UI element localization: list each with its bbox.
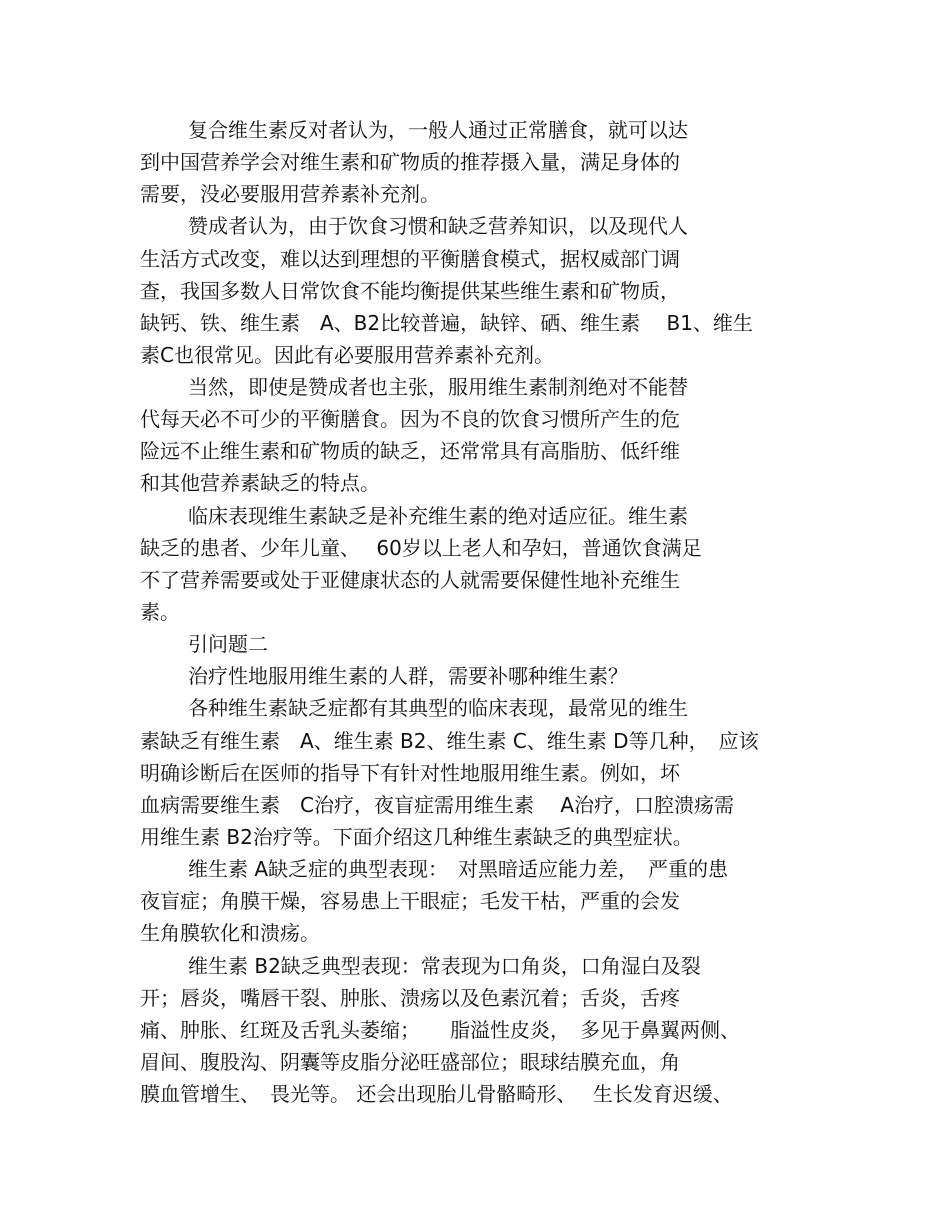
text-line: 复合维生素反对者认为，一般人通过正常膳食，就可以达	[188, 118, 688, 142]
text-line: 素C也很常见。因此有必要服用营养素补充剂。	[140, 343, 554, 367]
text-line: 痛、肿胀、红斑及舌乳头萎缩； 脂溢性皮炎， 多见于鼻翼两侧、	[140, 1018, 740, 1042]
text-line: 维生素 A缺乏症的典型表现： 对黑暗适应能力差， 严重的患	[188, 857, 729, 881]
text-line: 夜盲症；角膜干燥，容易患上干眼症；毛发干枯，严重的会发	[140, 889, 680, 913]
text-line: 查，我国多数人日常饮食不能均衡提供某些维生素和矿物质，	[140, 279, 680, 303]
text-line: 当然，即使是赞成者也主张，服用维生素制剂绝对不能替	[188, 375, 688, 399]
text-line: 各种维生素缺乏症都有其典型的临床表现，最常见的维生	[188, 696, 688, 720]
text-line: 和其他营养素缺乏的特点。	[140, 471, 380, 495]
text-line: 膜血管增生、 畏光等。 还会出现胎儿骨骼畸形、 生长发育迟缓、	[140, 1082, 733, 1106]
text-line: 开；唇炎，嘴唇干裂、肿胀、溃疡以及色素沉着；舌炎，舌疼	[140, 986, 680, 1010]
text-line: 代每天必不可少的平衡膳食。因为不良的饮食习惯所产生的危	[140, 407, 680, 431]
text-line: 素缺乏有维生素 A、维生素 B2、维生素 C、维生素 D等几种， 应该	[140, 729, 759, 753]
text-line: 需要，没必要服用营养素补充剂。	[140, 182, 440, 206]
text-line: 明确诊断后在医师的指导下有针对性地服用维生素。例如，坏	[140, 761, 680, 785]
text-line: 生角膜软化和溃疡。	[140, 921, 320, 945]
text-line: 用维生素 B2治疗等。下面介绍这几种维生素缺乏的典型症状。	[140, 825, 693, 849]
text-line: 临床表现维生素缺乏是补充维生素的绝对适应征。维生素	[188, 504, 688, 528]
section-heading: 引问题二	[188, 632, 268, 656]
text-line: 治疗性地服用维生素的人群，需要补哪种维生素？	[188, 664, 628, 688]
text-line: 到中国营养学会对维生素和矿物质的推荐摄入量，满足身体的	[140, 150, 680, 174]
text-line: 缺钙、铁、维生素 A、B2比较普遍，缺锌、硒、维生素 B1、维生	[140, 311, 753, 335]
text-line: 险远不止维生素和矿物质的缺乏，还常常具有高脂肪、低纤维	[140, 439, 680, 463]
text-line: 赞成者认为，由于饮食习惯和缺乏营养知识，以及现代人	[188, 214, 688, 238]
text-line: 眉间、腹股沟、阴囊等皮脂分泌旺盛部位；眼球结膜充血，角	[140, 1050, 680, 1074]
text-line: 生活方式改变，难以达到理想的平衡膳食模式，据权威部门调	[140, 247, 680, 271]
text-line: 素。	[140, 600, 180, 624]
text-line: 不了营养需要或处于亚健康状态的人就需要保健性地补充维生	[140, 568, 680, 592]
text-line: 血病需要维生素 C治疗，夜盲症需用维生素 A治疗，口腔溃疡需	[140, 793, 735, 817]
text-line: 维生素 B2缺乏典型表现：常表现为口角炎，口角湿白及裂	[188, 954, 701, 978]
text-line: 缺乏的患者、少年儿童、 60岁以上老人和孕妇，普通饮食满足	[140, 536, 702, 560]
